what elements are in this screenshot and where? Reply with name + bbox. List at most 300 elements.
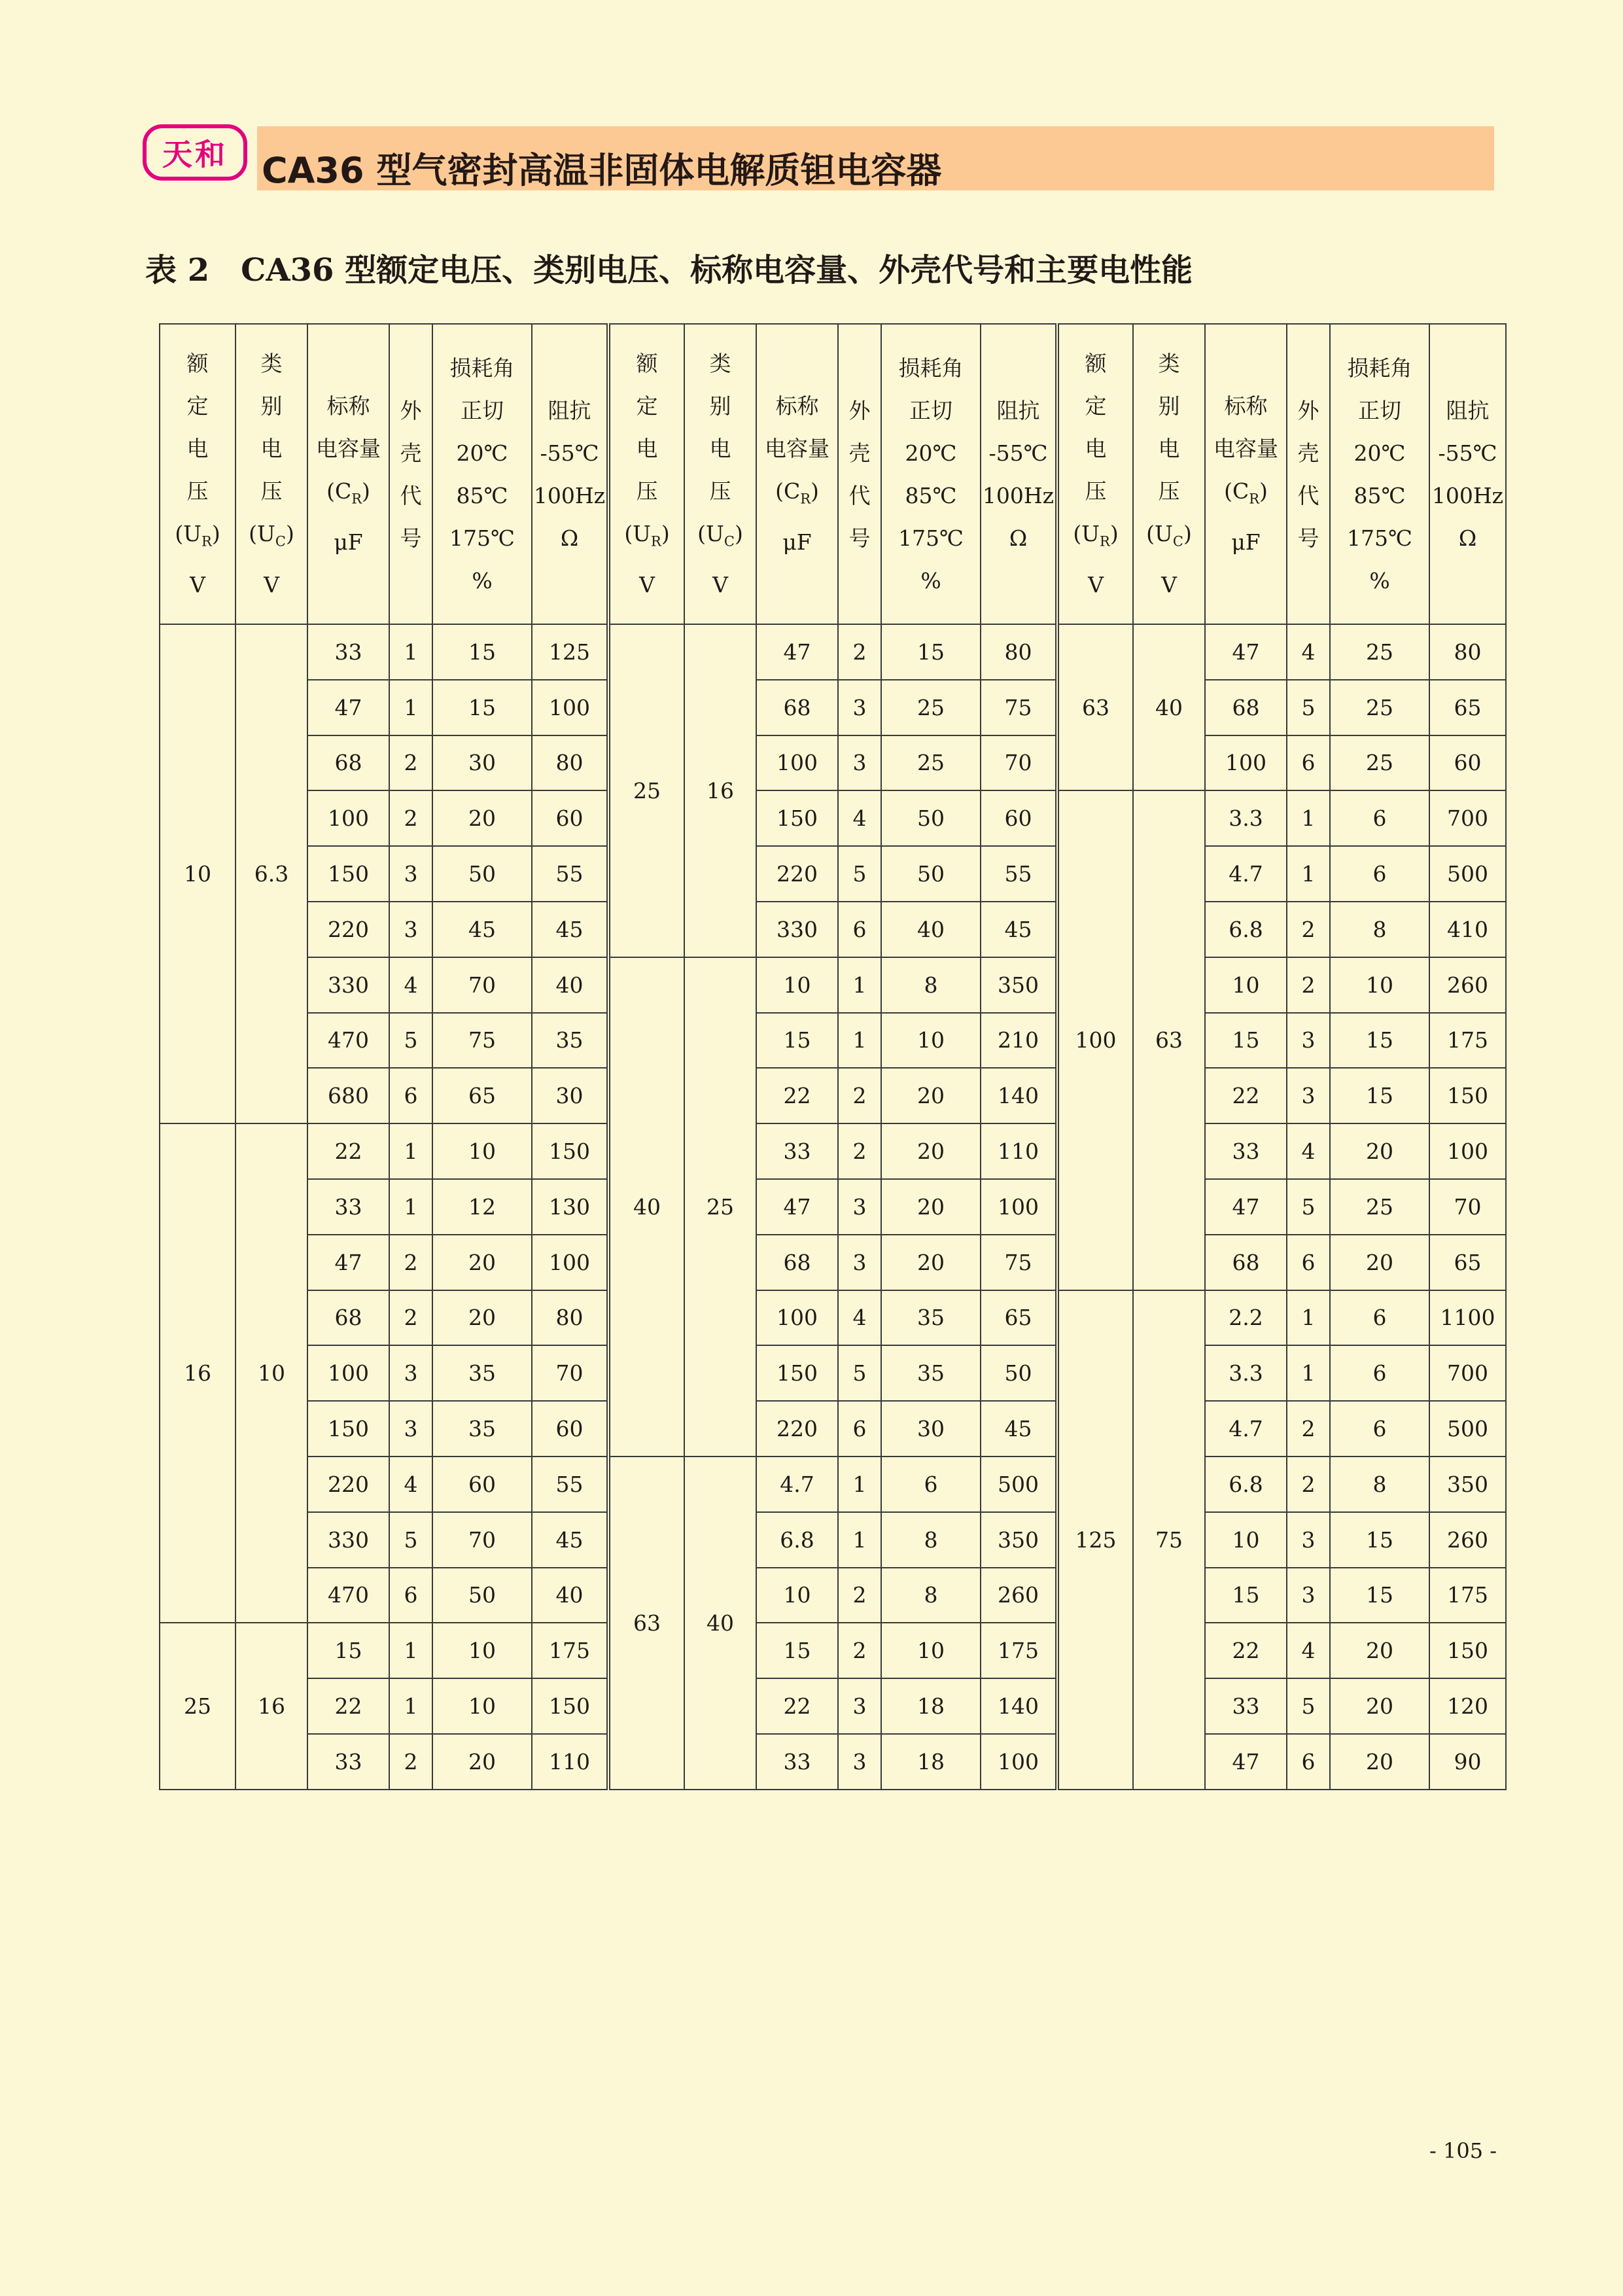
impedance-cell: 100: [532, 1235, 608, 1290]
dissipation-factor-cell: 20: [881, 1179, 981, 1235]
dissipation-factor-cell: 30: [432, 735, 532, 791]
impedance-cell: 45: [981, 902, 1057, 957]
rated-voltage-cell: 40: [608, 957, 684, 1457]
impedance-cell: 350: [1429, 1457, 1506, 1512]
dissipation-factor-cell: 70: [432, 1512, 532, 1568]
dissipation-factor-cell: 15: [432, 680, 532, 735]
impedance-cell: 150: [1429, 1068, 1506, 1123]
impedance-cell: 35: [532, 1013, 608, 1069]
table-row: [160, 1013, 1506, 1069]
capacitance-cell: 15: [1205, 1568, 1287, 1623]
impedance-cell: 150: [532, 1123, 608, 1179]
table-row: [160, 1179, 1506, 1235]
capacitance-cell: 47: [1205, 624, 1287, 680]
table-caption: [145, 245, 1193, 290]
case-code-cell: 2: [389, 790, 432, 846]
case-code-cell: 6: [1287, 735, 1330, 791]
table-number: 表 2: [145, 252, 210, 289]
dissipation-factor-cell: 8: [1330, 1457, 1429, 1512]
column-header-dissipation-factor: 损耗角 正切 20℃ 85℃ 175℃ %: [432, 324, 532, 624]
capacitance-cell: 47: [307, 1235, 389, 1290]
capacitance-cell: 100: [756, 1290, 838, 1346]
case-code-cell: 4: [1287, 1123, 1330, 1179]
capacitance-cell: 22: [1205, 1068, 1287, 1123]
dissipation-factor-cell: 45: [432, 902, 532, 957]
impedance-cell: 40: [532, 1568, 608, 1623]
column-header-dissipation-factor: 损耗角 正切 20℃ 85℃ 175℃ %: [1330, 324, 1429, 624]
case-code-cell: 5: [838, 846, 881, 902]
capacitance-cell: 10: [1205, 957, 1287, 1013]
impedance-cell: 45: [981, 1401, 1057, 1457]
impedance-cell: 55: [981, 846, 1057, 902]
impedance-cell: 80: [1429, 624, 1506, 680]
dissipation-factor-cell: 20: [1330, 1123, 1429, 1179]
case-code-cell: 3: [389, 1345, 432, 1401]
dissipation-factor-cell: 20: [881, 1235, 981, 1290]
capacitance-cell: 150: [756, 1345, 838, 1401]
case-code-cell: 2: [838, 1123, 881, 1179]
dissipation-factor-cell: 50: [432, 1568, 532, 1623]
case-code-cell: 6: [1287, 1734, 1330, 1790]
capacitance-cell: 33: [307, 624, 389, 680]
capacitance-cell: 330: [756, 902, 838, 957]
capacitance-cell: 4.7: [1205, 846, 1287, 902]
impedance-cell: 65: [1429, 1235, 1506, 1290]
case-code-cell: 6: [838, 1401, 881, 1457]
column-header-category-voltage: 类 别 电 压 $(U_C)$ V: [1133, 324, 1205, 624]
capacitance-cell: 470: [307, 1013, 389, 1069]
dissipation-factor-cell: 20: [1330, 1734, 1429, 1790]
case-code-cell: 3: [838, 1179, 881, 1235]
case-code-cell: 3: [1287, 1068, 1330, 1123]
page-title: CA36 型气密封高温非固体电解质钽电容器: [262, 150, 942, 191]
impedance-cell: 50: [981, 1345, 1057, 1401]
table-row: [160, 957, 1506, 1013]
rated-voltage-cell: 25: [160, 1623, 236, 1789]
dissipation-factor-cell: 50: [881, 790, 981, 846]
impedance-cell: 125: [532, 624, 608, 680]
table-row: [160, 1123, 1506, 1179]
dissipation-factor-cell: 18: [881, 1678, 981, 1734]
dissipation-factor-cell: 10: [432, 1123, 532, 1179]
impedance-cell: 110: [532, 1734, 608, 1790]
case-code-cell: 4: [838, 790, 881, 846]
dissipation-factor-cell: 6: [1330, 846, 1429, 902]
capacitance-cell: 47: [756, 1179, 838, 1235]
capacitance-cell: 2.2: [1205, 1290, 1287, 1346]
capacitance-cell: 68: [307, 1290, 389, 1346]
dissipation-factor-cell: 20: [1330, 1678, 1429, 1734]
dissipation-factor-cell: 75: [432, 1013, 532, 1069]
dissipation-factor-cell: 25: [1330, 680, 1429, 735]
capacitance-cell: 10: [756, 1568, 838, 1623]
dissipation-factor-cell: 50: [881, 846, 981, 902]
case-code-cell: 2: [389, 1734, 432, 1790]
impedance-cell: 65: [1429, 680, 1506, 735]
dissipation-factor-cell: 12: [432, 1179, 532, 1235]
table-row: [160, 1623, 1506, 1678]
dissipation-factor-cell: 20: [432, 1734, 532, 1790]
rated-voltage-cell: 25: [608, 624, 684, 957]
brand-logo: [143, 124, 247, 181]
impedance-cell: 70: [1429, 1179, 1506, 1235]
dissipation-factor-cell: 15: [1330, 1013, 1429, 1069]
impedance-cell: 60: [1429, 735, 1506, 791]
case-code-cell: 3: [1287, 1013, 1330, 1069]
capacitance-cell: 150: [307, 846, 389, 902]
category-voltage-cell: 75: [1133, 1290, 1205, 1790]
table-row: [160, 1345, 1506, 1401]
dissipation-factor-cell: 25: [881, 735, 981, 791]
case-code-cell: 5: [838, 1345, 881, 1401]
case-code-cell: 3: [838, 1734, 881, 1790]
impedance-cell: 350: [981, 957, 1057, 1013]
capacitance-cell: 4.7: [1205, 1401, 1287, 1457]
capacitance-cell: 68: [307, 735, 389, 791]
column-header-impedance: 阻抗 -55℃ 100Hz Ω: [532, 324, 608, 624]
capacitance-cell: 33: [1205, 1123, 1287, 1179]
case-code-cell: 3: [838, 1678, 881, 1734]
case-code-cell: 2: [1287, 902, 1330, 957]
dissipation-factor-cell: 25: [1330, 735, 1429, 791]
dissipation-factor-cell: 20: [881, 1068, 981, 1123]
capacitance-cell: 220: [756, 846, 838, 902]
impedance-cell: 410: [1429, 902, 1506, 957]
table-row: [160, 1068, 1506, 1123]
column-header-dissipation-factor: 损耗角 正切 20℃ 85℃ 175℃ %: [881, 324, 981, 624]
impedance-cell: 700: [1429, 1345, 1506, 1401]
impedance-cell: 45: [532, 1512, 608, 1568]
case-code-cell: 2: [1287, 957, 1330, 1013]
column-header-capacitance: 标称 电容量 $(C_R)$ μF: [1205, 324, 1287, 624]
impedance-cell: 90: [1429, 1734, 1506, 1790]
spec-table-container: [159, 323, 1507, 1789]
case-code-cell: 2: [838, 1068, 881, 1123]
capacitance-cell: 68: [756, 1235, 838, 1290]
dissipation-factor-cell: 65: [432, 1068, 532, 1123]
table-row: [160, 790, 1506, 846]
capacitance-cell: 6.8: [1205, 1457, 1287, 1512]
case-code-cell: 1: [389, 1179, 432, 1235]
capacitance-cell: 10: [756, 957, 838, 1013]
capacitance-cell: 330: [307, 1512, 389, 1568]
capacitance-cell: 47: [1205, 1734, 1287, 1790]
capacitance-cell: 680: [307, 1068, 389, 1123]
impedance-cell: 75: [981, 1235, 1057, 1290]
capacitance-cell: 68: [1205, 1235, 1287, 1290]
dissipation-factor-cell: 8: [881, 1512, 981, 1568]
impedance-cell: 700: [1429, 790, 1506, 846]
impedance-cell: 45: [532, 902, 608, 957]
capacitance-cell: 22: [307, 1678, 389, 1734]
dissipation-factor-cell: 50: [432, 846, 532, 902]
capacitance-cell: 150: [307, 1401, 389, 1457]
impedance-cell: 100: [981, 1734, 1057, 1790]
category-voltage-cell: 25: [684, 957, 756, 1457]
impedance-cell: 55: [532, 846, 608, 902]
capacitance-cell: 33: [756, 1123, 838, 1179]
column-header-capacitance: 标称 电容量 $(C_R)$ μF: [307, 324, 389, 624]
case-code-cell: 2: [389, 1290, 432, 1346]
dissipation-factor-cell: 30: [881, 1401, 981, 1457]
case-code-cell: 3: [1287, 1512, 1330, 1568]
capacitance-cell: 68: [1205, 680, 1287, 735]
capacitance-cell: 100: [307, 790, 389, 846]
impedance-cell: 120: [1429, 1678, 1506, 1734]
case-code-cell: 1: [838, 957, 881, 1013]
case-code-cell: 2: [838, 1623, 881, 1678]
capacitance-cell: 4.7: [756, 1457, 838, 1512]
capacitance-cell: 15: [1205, 1013, 1287, 1069]
impedance-cell: 75: [981, 680, 1057, 735]
page-number: - 105 -: [1429, 2138, 1497, 2163]
capacitance-cell: 22: [307, 1123, 389, 1179]
dissipation-factor-cell: 6: [1330, 790, 1429, 846]
table-row: [160, 1290, 1506, 1346]
case-code-cell: 2: [389, 735, 432, 791]
category-voltage-cell: 10: [236, 1123, 307, 1623]
dissipation-factor-cell: 70: [432, 957, 532, 1013]
capacitance-cell: 33: [756, 1734, 838, 1790]
impedance-cell: 260: [1429, 957, 1506, 1013]
impedance-cell: 140: [981, 1068, 1057, 1123]
case-code-cell: 3: [1287, 1568, 1330, 1623]
dissipation-factor-cell: 25: [881, 680, 981, 735]
rated-voltage-cell: 125: [1057, 1290, 1133, 1790]
dissipation-factor-cell: 25: [1330, 1179, 1429, 1235]
table-row: [160, 1678, 1506, 1734]
table-row: [160, 680, 1506, 735]
column-header-case-code: 外 壳 代 号: [389, 324, 432, 624]
dissipation-factor-cell: 20: [432, 790, 532, 846]
table-row: [160, 1568, 1506, 1623]
dissipation-factor-cell: 20: [1330, 1235, 1429, 1290]
case-code-cell: 2: [389, 1235, 432, 1290]
dissipation-factor-cell: 6: [881, 1457, 981, 1512]
capacitance-cell: 10: [1205, 1512, 1287, 1568]
dissipation-factor-cell: 35: [881, 1290, 981, 1346]
impedance-cell: 175: [981, 1623, 1057, 1678]
dissipation-factor-cell: 10: [881, 1623, 981, 1678]
dissipation-factor-cell: 20: [432, 1290, 532, 1346]
capacitance-cell: 3.3: [1205, 790, 1287, 846]
dissipation-factor-cell: 15: [1330, 1512, 1429, 1568]
impedance-cell: 500: [981, 1457, 1057, 1512]
dissipation-factor-cell: 35: [881, 1345, 981, 1401]
logo-text: 天和: [162, 137, 228, 172]
dissipation-factor-cell: 20: [1330, 1623, 1429, 1678]
capacitance-cell: 3.3: [1205, 1345, 1287, 1401]
capacitance-cell: 220: [307, 902, 389, 957]
case-code-cell: 3: [838, 1235, 881, 1290]
capacitance-cell: 47: [1205, 1179, 1287, 1235]
impedance-cell: 150: [1429, 1623, 1506, 1678]
case-code-cell: 6: [838, 902, 881, 957]
spec-table: [159, 323, 1507, 1790]
table-header-row: [160, 324, 1506, 624]
capacitance-cell: 330: [307, 957, 389, 1013]
category-voltage-cell: 63: [1133, 790, 1205, 1290]
impedance-cell: 110: [981, 1123, 1057, 1179]
impedance-cell: 60: [532, 1401, 608, 1457]
case-code-cell: 4: [389, 957, 432, 1013]
case-code-cell: 3: [389, 846, 432, 902]
dissipation-factor-cell: 10: [1330, 957, 1429, 1013]
category-voltage-cell: 40: [1133, 624, 1205, 790]
column-header-category-voltage: 类 别 电 压 $(U_C)$ V: [684, 324, 756, 624]
dissipation-factor-cell: 15: [881, 624, 981, 680]
case-code-cell: 4: [389, 1457, 432, 1512]
capacitance-cell: 33: [307, 1179, 389, 1235]
case-code-cell: 6: [1287, 1235, 1330, 1290]
column-header-case-code: 外 壳 代 号: [838, 324, 881, 624]
case-code-cell: 1: [389, 1623, 432, 1678]
capacitance-cell: 47: [756, 624, 838, 680]
capacitance-cell: 33: [1205, 1678, 1287, 1734]
case-code-cell: 5: [389, 1512, 432, 1568]
rated-voltage-cell: 10: [160, 624, 236, 1123]
table-row: [160, 846, 1506, 902]
column-header-rated-voltage: 额 定 电 压 $(U_R)$ V: [608, 324, 684, 624]
case-code-cell: 5: [1287, 1179, 1330, 1235]
dissipation-factor-cell: 6: [1330, 1401, 1429, 1457]
case-code-cell: 1: [1287, 846, 1330, 902]
case-code-cell: 1: [838, 1512, 881, 1568]
dissipation-factor-cell: 10: [881, 1013, 981, 1069]
impedance-cell: 500: [1429, 1401, 1506, 1457]
column-header-rated-voltage: 额 定 电 压 $(U_R)$ V: [160, 324, 236, 624]
capacitance-cell: 47: [307, 680, 389, 735]
dissipation-factor-cell: 20: [432, 1235, 532, 1290]
dissipation-factor-cell: 8: [1330, 902, 1429, 957]
capacitance-cell: 150: [756, 790, 838, 846]
case-code-cell: 1: [838, 1013, 881, 1069]
capacitance-cell: 15: [756, 1623, 838, 1678]
dissipation-factor-cell: 35: [432, 1401, 532, 1457]
column-header-category-voltage: 类 别 电 压 $(U_C)$ V: [236, 324, 307, 624]
case-code-cell: 2: [1287, 1457, 1330, 1512]
column-header-case-code: 外 壳 代 号: [1287, 324, 1330, 624]
column-header-rated-voltage: 额 定 电 压 $(U_R)$ V: [1057, 324, 1133, 624]
category-voltage-cell: 6.3: [236, 624, 307, 1123]
table-row: [160, 624, 1506, 680]
column-header-capacitance: 标称 电容量 $(C_R)$ μF: [756, 324, 838, 624]
rated-voltage-cell: 63: [1057, 624, 1133, 790]
case-code-cell: 2: [838, 1568, 881, 1623]
impedance-cell: 260: [1429, 1512, 1506, 1568]
table-row: [160, 1401, 1506, 1457]
dissipation-factor-cell: 10: [432, 1623, 532, 1678]
dissipation-factor-cell: 20: [881, 1123, 981, 1179]
case-code-cell: 1: [838, 1457, 881, 1512]
impedance-cell: 65: [981, 1290, 1057, 1346]
dissipation-factor-cell: 10: [432, 1678, 532, 1734]
impedance-cell: 70: [981, 735, 1057, 791]
case-code-cell: 3: [389, 1401, 432, 1457]
case-code-cell: 1: [389, 1678, 432, 1734]
table-row: [160, 1734, 1506, 1790]
impedance-cell: 350: [981, 1512, 1057, 1568]
impedance-cell: 100: [532, 680, 608, 735]
table-row: [160, 902, 1506, 957]
case-code-cell: 4: [838, 1290, 881, 1346]
impedance-cell: 140: [981, 1678, 1057, 1734]
case-code-cell: 4: [1287, 624, 1330, 680]
rated-voltage-cell: 16: [160, 1123, 236, 1623]
table-row: [160, 735, 1506, 791]
case-code-cell: 2: [1287, 1401, 1330, 1457]
dissipation-factor-cell: 40: [881, 902, 981, 957]
capacitance-cell: 100: [756, 735, 838, 791]
impedance-cell: 175: [1429, 1013, 1506, 1069]
dissipation-factor-cell: 35: [432, 1345, 532, 1401]
dissipation-factor-cell: 15: [1330, 1068, 1429, 1123]
capacitance-cell: 470: [307, 1568, 389, 1623]
case-code-cell: 1: [1287, 1345, 1330, 1401]
category-voltage-cell: 40: [684, 1457, 756, 1790]
capacitance-cell: 22: [1205, 1623, 1287, 1678]
capacitance-cell: 100: [307, 1345, 389, 1401]
dissipation-factor-cell: 15: [1330, 1568, 1429, 1623]
case-code-cell: 5: [389, 1013, 432, 1069]
dissipation-factor-cell: 6: [1330, 1345, 1429, 1401]
capacitance-cell: 68: [756, 680, 838, 735]
impedance-cell: 100: [981, 1179, 1057, 1235]
rated-voltage-cell: 63: [608, 1457, 684, 1790]
impedance-cell: 80: [532, 1290, 608, 1346]
capacitance-cell: 15: [756, 1013, 838, 1069]
impedance-cell: 40: [532, 957, 608, 1013]
impedance-cell: 175: [1429, 1568, 1506, 1623]
impedance-cell: 60: [532, 790, 608, 846]
impedance-cell: 100: [1429, 1123, 1506, 1179]
capacitance-cell: 33: [307, 1734, 389, 1790]
impedance-cell: 500: [1429, 846, 1506, 902]
case-code-cell: 6: [389, 1568, 432, 1623]
impedance-cell: 175: [532, 1623, 608, 1678]
capacitance-cell: 220: [756, 1401, 838, 1457]
dissipation-factor-cell: 18: [881, 1734, 981, 1790]
case-code-cell: 4: [1287, 1623, 1330, 1678]
dissipation-factor-cell: 6: [1330, 1290, 1429, 1346]
case-code-cell: 1: [389, 1123, 432, 1179]
rated-voltage-cell: 100: [1057, 790, 1133, 1290]
column-header-impedance: 阻抗 -55℃ 100Hz Ω: [1429, 324, 1506, 624]
case-code-cell: 1: [389, 624, 432, 680]
case-code-cell: 6: [389, 1068, 432, 1123]
table-row: [160, 1512, 1506, 1568]
table-row: [160, 1235, 1506, 1290]
category-voltage-cell: 16: [684, 624, 756, 957]
capacitance-cell: 220: [307, 1457, 389, 1512]
impedance-cell: 70: [532, 1345, 608, 1401]
capacitance-cell: 6.8: [756, 1512, 838, 1568]
impedance-cell: 260: [981, 1568, 1057, 1623]
capacitance-cell: 22: [756, 1678, 838, 1734]
impedance-cell: 130: [532, 1179, 608, 1235]
capacitance-cell: 15: [307, 1623, 389, 1678]
case-code-cell: 3: [838, 680, 881, 735]
table-title: CA36 型额定电压、类别电压、标称电容量、外壳代号和主要电性能: [241, 252, 1193, 289]
case-code-cell: 1: [1287, 790, 1330, 846]
impedance-cell: 80: [981, 624, 1057, 680]
impedance-cell: 80: [532, 735, 608, 791]
case-code-cell: 1: [389, 680, 432, 735]
capacitance-cell: 6.8: [1205, 902, 1287, 957]
dissipation-factor-cell: 15: [432, 624, 532, 680]
dissipation-factor-cell: 60: [432, 1457, 532, 1512]
case-code-cell: 1: [1287, 1290, 1330, 1346]
